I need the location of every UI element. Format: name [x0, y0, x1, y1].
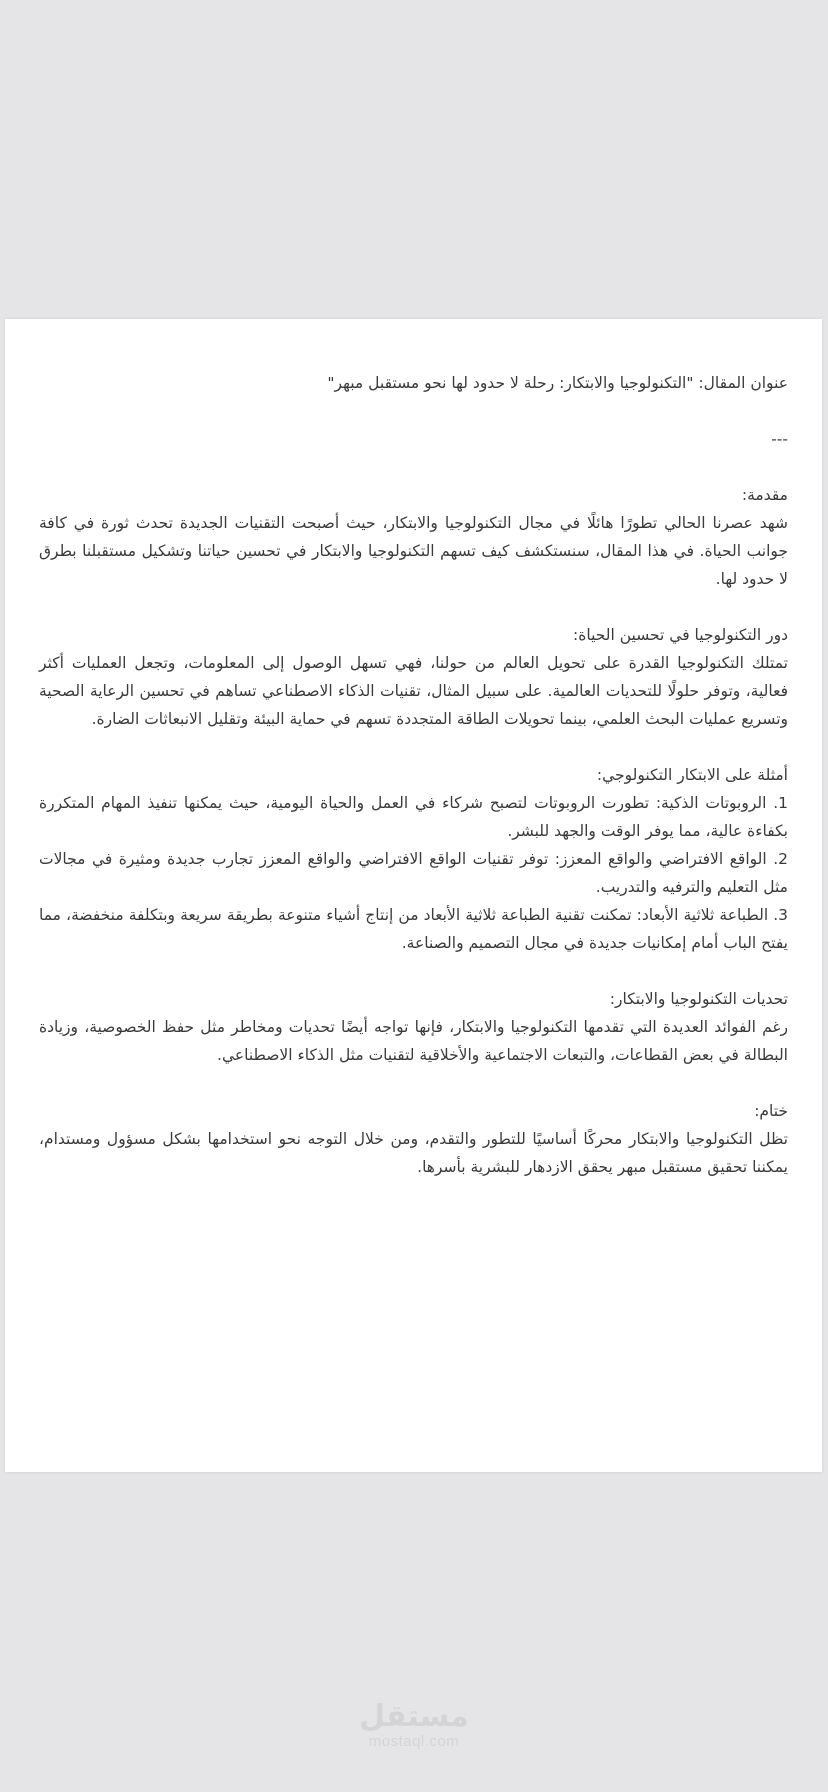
- challenges-heading: تحديات التكنولوجيا والابتكار:: [609, 990, 788, 1008]
- role-heading: دور التكنولوجيا في تحسين الحياة:: [573, 626, 788, 644]
- intro-heading: مقدمة:: [741, 486, 788, 504]
- intro-paragraph: شهد عصرنا الحالي تطورًا هائلًا في مجال التكنولوجيا والابتكار، حيث أصبحت التقنيات الجديدة تحدث ثورة في كافة جوانب الحياة. في هذا المقال، سنستكشف كيف تسهم التكنولوجيا والابتكار في تحسين حياتنا وتشكيل مستقبلنا بطرق لا حدود لها.: [39, 514, 788, 588]
- role-paragraph: تمتلك التكنولوجيا القدرة على تحويل العالم من حولنا، فهي تسهل الوصول إلى المعلومات، وتجعل العمليات أكثر فعالية، وتوفر حلولًا للتحديات العالمية. على سبيل المثال، تقنيات الذكاء الاصطناعي تساهم في تحسين الرعاية الصحية وتسريع عمليات البحث العلمي، بينما تحويلات الطاقة المتجددة تسهم في حماية البيئة وتقليل الانبعاثات الضارة.: [39, 654, 788, 728]
- challenges-paragraph: رغم الفوائد العديدة التي تقدمها التكنولوجيا والابتكار، فإنها تواجه أيضًا تحديات ومخاطر مثل حفظ الخصوصية، وزيادة البطالة في بعض القطاعات، والتبعات الاجتماعية والأخلاقية لتقنيات مثل الذكاء الاصطناعي.: [39, 1018, 788, 1064]
- example-item-2: 2. الواقع الافتراضي والواقع المعزز: توفر تقنيات الواقع الافتراضي والواقع المعزز تجارب جديدة ومثيرة في مجالات مثل التعليم والترفيه والتدريب.: [39, 850, 788, 896]
- watermark-url: mostaql.com: [368, 1733, 460, 1750]
- example-item-3: 3. الطباعة ثلاثية الأبعاد: تمكنت تقنية الطباعة ثلاثية الأبعاد من إنتاج أشياء متنوعة بطريقة سريعة وبتكلفة منخفضة، مما يفتح الباب أمام إمكانيات جديدة في مجال التصميم والصناعة.: [39, 906, 788, 952]
- conclusion-heading: ختام:: [754, 1102, 788, 1120]
- article-body: [39, 369, 788, 1181]
- watermark-logo: مستقل: [359, 1699, 469, 1734]
- examples-heading: أمثلة على الابتكار التكنولوجي:: [596, 766, 788, 784]
- article-title: عنوان المقال: "التكنولوجيا والابتكار: رحلة لا حدود لها نحو مستقبل مبهر": [327, 374, 788, 392]
- mostaql-watermark: [0, 1700, 828, 1750]
- separator: ---: [771, 430, 788, 448]
- document-page: [5, 319, 822, 1472]
- example-item-1: 1. الروبوتات الذكية: تطورت الروبوتات لتصبح شركاء في العمل والحياة اليومية، حيث يمكنها تنفيذ المهام المتكررة بكفاءة عالية، مما يوفر الوقت والجهد للبشر.: [39, 794, 788, 840]
- conclusion-paragraph: تظل التكنولوجيا والابتكار محركًا أساسيًا للتطور والتقدم، ومن خلال التوجه نحو استخدامها بشكل مسؤول ومستدام، يمكننا تحقيق مستقبل مبهر يحقق الازدهار للبشرية بأسرها.: [39, 1130, 788, 1176]
